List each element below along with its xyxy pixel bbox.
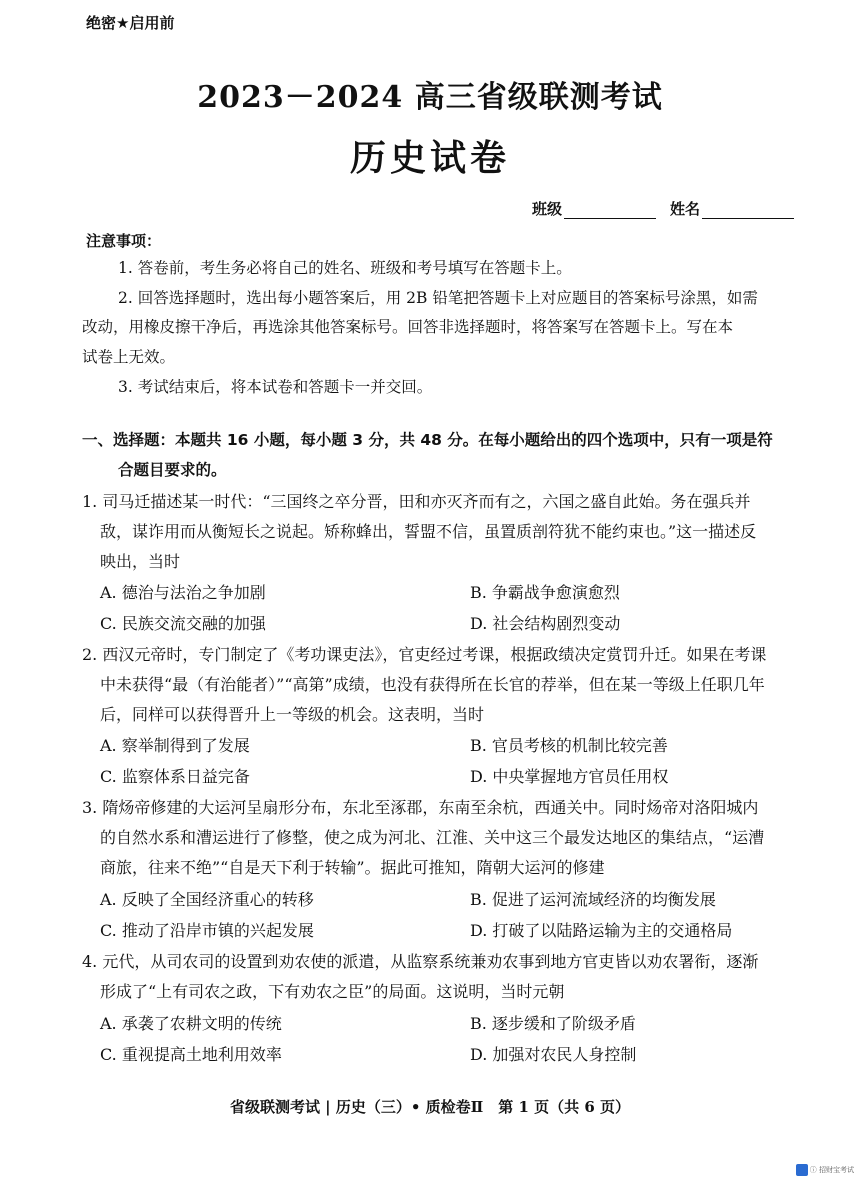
question-1-text: 1. 司马迁描述某一时代：“三国终之卒分晋，田和亦灭齐而有之，六国之盛自此始。务在强兵并 [82, 492, 751, 511]
notice-line: 改动，用橡皮擦干净后，再选涂其他答案标号。回答非选择题时，将答案写在答题卡上。写在本 [82, 318, 734, 336]
question-2-text: 中未获得“最（有治能者）”“高第”成绩，也没有获得所在长官的荐举，但在某一等级上任职几年 [100, 675, 765, 694]
question-1-option-a: A. 德治与法治之争加剧 [100, 583, 266, 602]
name-label: 姓名 [669, 200, 700, 218]
question-2-option-d: D. 中央掌握地方官员任用权 [470, 767, 669, 786]
question-4-text: 形成了“上有司农之政，下有劝农之臣”的局面。这说明，当时元朝 [100, 982, 565, 1001]
notice-line: 试卷上无效。 [82, 348, 176, 366]
class-label: 班级 [531, 200, 562, 218]
question-3-text: 的自然水系和漕运进行了修整，使之成为河北、江淮、关中这三个最发达地区的集结点，“运漕 [100, 828, 765, 847]
class-field [532, 198, 656, 219]
name-blank [702, 202, 794, 219]
name-field [670, 198, 794, 219]
question-4-option-d: D. 加强对农民人身控制 [470, 1045, 637, 1064]
question-1-option-c: C. 民族交流交融的加强 [100, 614, 266, 633]
question-1-text: 映出，当时 [100, 552, 181, 571]
subject-title: 历史试卷 [349, 137, 510, 179]
secret-label: 绝密★启用前 [86, 14, 175, 32]
question-3-text: 3. 隋炀帝修建的大运河呈扇形分布，东北至涿郡，东南至余杭，西通关中。同时炀帝对洛阳城内 [82, 798, 759, 817]
question-1-option-d: D. 社会结构剧烈变动 [470, 614, 621, 633]
question-3-text: 商旅，往来不绝”“自是天下利于转输”。据此可推知，隋朝大运河的修建 [100, 858, 605, 877]
class-blank [564, 202, 656, 219]
question-4-option-c: C. 重视提高土地利用效率 [100, 1045, 282, 1064]
section-heading-cont: 合题目要求的。 [118, 461, 227, 479]
question-2-option-a: A. 察举制得到了发展 [100, 736, 250, 755]
question-4-text: 4. 元代，从司农司的设置到劝农使的派遣，从监察系统兼劝农事到地方官吏皆以劝农署衔，逐渐 [82, 952, 759, 971]
question-3-option-c: C. 推动了沿岸市镇的兴起发展 [100, 921, 314, 940]
page-footer: 省级联测考试 | 历史（三）• 质检卷Ⅱ 第 1 页（共 6 页） [229, 1098, 631, 1116]
question-4-option-a: A. 承袭了农耕文明的传统 [100, 1014, 282, 1033]
question-2-option-c: C. 监察体系日益完备 [100, 767, 250, 786]
notice-line: 2. 回答选择题时，选出每小题答案后，用 2B 铅笔把答题卡上对应题目的答案标号涂黑，如需 [118, 289, 758, 307]
watermark-text: ⓘ 招财宝考试 [809, 1166, 854, 1174]
notice-line: 1. 答卷前，考生务必将自己的姓名、班级和考号填写在答题卡上。 [118, 259, 572, 277]
notice-line: 3. 考试结束后，将本试卷和答题卡一并交回。 [118, 378, 433, 396]
question-3-option-b: B. 促进了运河流域经济的均衡发展 [470, 890, 716, 909]
student-info-fields [532, 198, 794, 219]
question-2-text: 后，同样可以获得晋升上一等级的机会。这表明，当时 [100, 705, 485, 724]
question-2-text: 2. 西汉元帝时，专门制定了《考功课吏法》，官吏经过考课，根据政绩决定赏罚升迁。如果在考课 [82, 645, 767, 664]
question-4-option-b: B. 逐步缓和了阶级矛盾 [470, 1014, 636, 1033]
watermark [796, 1164, 854, 1176]
question-3-option-d: D. 打破了以陆路运输为主的交通格局 [470, 921, 733, 940]
watermark-logo-icon [796, 1164, 808, 1176]
question-3-option-a: A. 反映了全国经济重心的转移 [100, 890, 314, 909]
notice-title: 注意事项： [86, 232, 162, 250]
section-heading: 一、选择题：本题共 16 小题，每小题 3 分，共 48 分。在每小题给出的四个选项中，只有一项是符 [82, 431, 773, 449]
exam-title: 2023－2024 高三省级联测考试 [197, 80, 663, 115]
question-1-text: 敌，谋诈用而从衡短长之说起。矫称蜂出，誓盟不信，虽置质剖符犹不能约束也。”这一描述反 [100, 522, 757, 541]
question-1-option-b: B. 争霸战争愈演愈烈 [470, 583, 620, 602]
question-2-option-b: B. 官员考核的机制比较完善 [470, 736, 668, 755]
